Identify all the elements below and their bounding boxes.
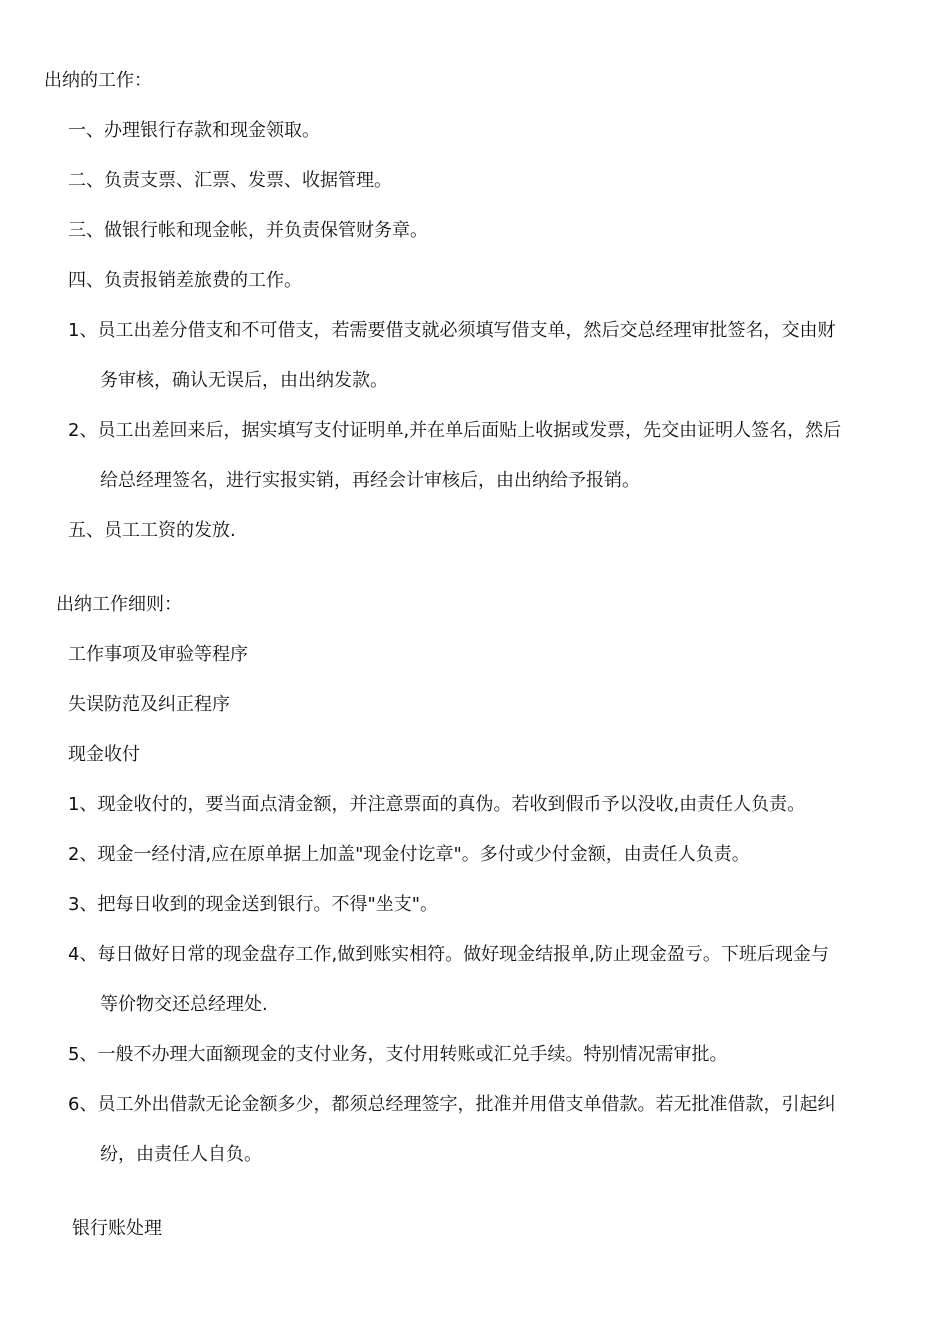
heading-error-prevention: 失误防范及纠正程序 [68,694,230,715]
cash-rule-1: 1、现金收付的，要当面点清金额，并注意票面的真伪。若收到假币予以没收,由责任人负责。 [68,794,806,815]
cash-rule-6-line-1: 6、员工外出借款无论金额多少，都须总经理签字，批准并用借支单借款。若无批准借款，引起纠 [68,1094,836,1115]
cash-rule-6-line-2: 纷，由责任人自负。 [100,1144,262,1165]
list-item: 二、负责支票、汇票、发票、收据管理。 [68,170,392,191]
cash-rule-5: 5、一般不办理大面额现金的支付业务，支付用转账或汇兑手续。特别情况需审批。 [68,1044,728,1065]
cash-rule-4-line-2: 等价物交还总经理处. [100,994,268,1015]
section-title-cashier-work: 出纳的工作： [44,70,152,91]
section-title-cashier-rules: 出纳工作细则： [56,594,182,615]
cash-rule-4-line-1: 4、每日做好日常的现金盘存工作,做到账实相符。做好现金结报单,防止现金盈亏。下班后现金与 [68,944,829,965]
list-item: 一、办理银行存款和现金领取。 [68,120,320,141]
list-item: 四、负责报销差旅费的工作。 [68,270,302,291]
heading-cash-payments: 现金收付 [68,744,140,765]
sub-item-1-line-2: 务审核，确认无误后，由出纳发款。 [100,370,388,391]
heading-bank-account: 银行账处理 [72,1218,162,1239]
heading-procedures: 工作事项及审验等程序 [68,644,248,665]
cash-rule-3: 3、把每日收到的现金送到银行。不得"坐支"。 [68,894,439,915]
sub-item-1-line-1: 1、员工出差分借支和不可借支，若需要借支就必须填写借支单，然后交总经理审批签名，交由财 [68,320,836,341]
cash-rule-2: 2、现金一经付清,应在原单据上加盖"现金付讫章"。多付或少付金额，由责任人负责。 [68,844,750,865]
list-item: 五、员工工资的发放. [68,520,236,541]
sub-item-2-line-2: 给总经理签名，进行实报实销，再经会计审核后，由出纳给予报销。 [100,470,640,491]
list-item: 三、做银行帐和现金帐，并负责保管财务章。 [68,220,428,241]
sub-item-2-line-1: 2、员工出差回来后，据实填写支付证明单,并在单后面贴上收据或发票，先交由证明人签名，然后 [68,420,842,441]
